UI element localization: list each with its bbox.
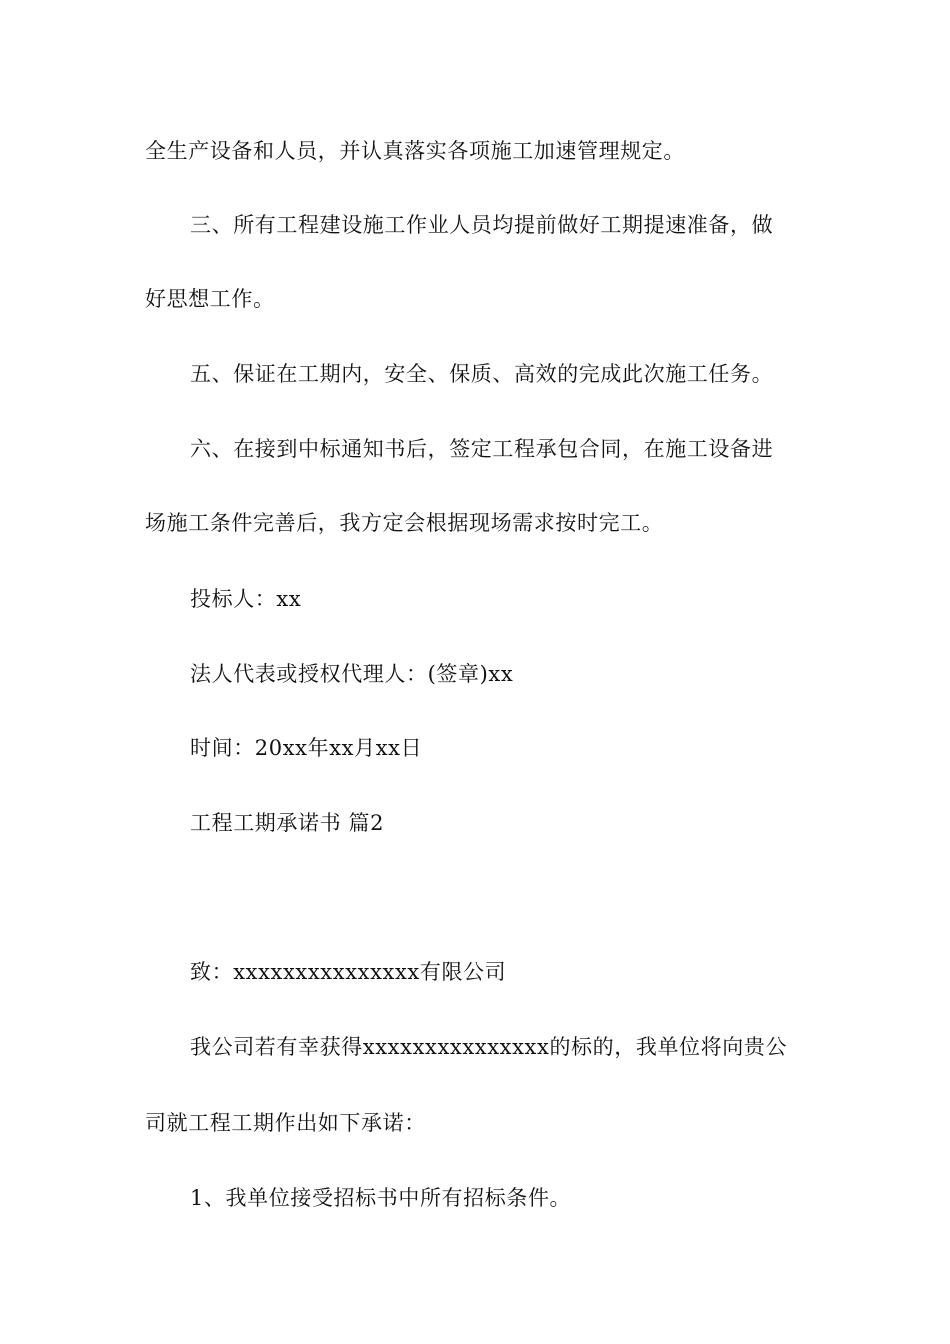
paragraph-line-3: 好思想工作。 xyxy=(145,287,275,311)
paragraph-line-2: 三、所有工程建设施工作业人员均提前做好工期提速准备，做 xyxy=(190,213,774,237)
paragraph-line-4: 五、保证在工期内，安全、保质、高效的完成此次施工任务。 xyxy=(190,362,774,386)
paragraph-line-12: 我公司若有幸获得xxxxxxxxxxxxxxx的标的，我单位将向贵公 xyxy=(190,1035,788,1059)
paragraph-line-5: 六、在接到中标通知书后，签定工程承包合同，在施工设备进 xyxy=(190,437,774,461)
commitment-item-1: 1、我单位接受招标书中所有招标条件。 xyxy=(190,1186,572,1210)
paragraph-line-13: 司就工程工期作出如下承诺： xyxy=(145,1111,426,1135)
date-line: 时间：20xx年xx月xx日 xyxy=(190,736,423,760)
paragraph-line-1: 全生产设备和人员，并认真落实各项施工加速管理规定。 xyxy=(145,139,685,163)
section-title: 工程工期承诺书 篇2 xyxy=(190,811,385,835)
representative-line: 法人代表或授权代理人：(签章)xx xyxy=(190,662,514,686)
bidder-line: 投标人：xx xyxy=(190,587,302,611)
addressee-line: 致：xxxxxxxxxxxxxxx有限公司 xyxy=(190,960,507,984)
paragraph-line-6: 场施工条件完善后，我方定会根据现场需求按时完工。 xyxy=(145,511,664,535)
